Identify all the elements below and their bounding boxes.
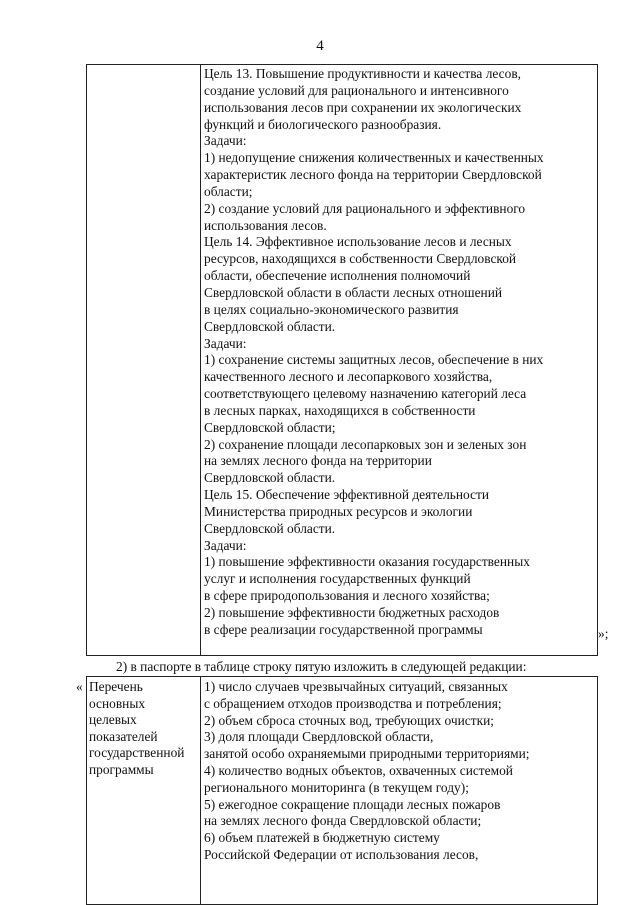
text-line: использования лесов при сохранении их экологических <box>204 99 522 115</box>
goals-text-cell <box>201 65 598 656</box>
indicators-text-cell <box>201 677 598 905</box>
goals-left-cell <box>87 65 201 656</box>
indicators-text <box>201 677 597 864</box>
goals-table <box>86 64 598 656</box>
text-line: 5) ежегодное сокращение площади лесных пожаров <box>204 796 501 812</box>
text-line: качественного лесного и лесопаркового хозяйства, <box>204 369 493 385</box>
text-line: Задачи: <box>204 133 247 149</box>
goals-row <box>87 65 598 656</box>
text-line: Цель 13. Повышение продуктивности и качества лесов, <box>204 66 521 81</box>
text-line: Цель 15. Обеспечение эффективной деятельности <box>204 487 490 503</box>
label-line: показателей <box>89 728 158 744</box>
label-line: Перечень <box>89 679 143 694</box>
text-line: использования лесов. <box>204 217 327 233</box>
label-line: программы <box>89 761 154 777</box>
text-line: 2) сохранение площади лесопарковых зон и зеленых зон <box>204 436 527 452</box>
text-line: Задачи: <box>204 537 247 553</box>
text-line: 4) количество водных объектов, охваченных системой <box>204 762 513 778</box>
page-number: 4 <box>316 38 324 54</box>
text-line: в сфере реализации государственной программы <box>204 621 483 637</box>
text-line: Свердловской области. <box>204 520 336 536</box>
text-line: 1) повышение эффективности оказания государственных <box>204 554 530 570</box>
text-line: 6) объем платежей в бюджетную систему <box>204 830 440 846</box>
text-line: Свердловской области в области лесных отношений <box>204 284 503 300</box>
text-line: 1) сохранение системы защитных лесов, обеспечение в них <box>204 352 544 368</box>
text-line: регионального мониторинга (в текущем году); <box>204 779 469 795</box>
text-line: ресурсов, находящихся в собственности Свердловской <box>204 251 517 267</box>
text-line: 1) число случаев чрезвычайных ситуаций, связанных <box>204 679 508 694</box>
text-line: Цель 14. Эффективное использование лесов и лесных <box>204 234 512 250</box>
text-line: 2) повышение эффективности бюджетных расходов <box>204 605 500 620</box>
text-line: Свердловской области. <box>204 318 336 334</box>
goals-text <box>201 65 597 639</box>
indicators-row <box>87 677 598 905</box>
closing-quote-mark: »; <box>598 626 609 641</box>
label-line: государственной <box>89 745 185 761</box>
text-line: в сфере природопользования и лесного хозяйства; <box>204 588 490 604</box>
indicators-table <box>86 676 598 905</box>
text-line: с обращением отходов производства и потребления; <box>204 695 502 711</box>
text-line: создание условий для рационального и интенсивного <box>204 82 509 98</box>
text-line: области, обеспечение исполнения полномочий <box>204 268 471 284</box>
text-line: в лесных парках, находящихся в собственности <box>204 402 476 418</box>
text-line: соответствующего целевому назначению категорий леса <box>204 386 527 402</box>
text-line: в целях социально-экономического развития <box>204 301 459 317</box>
text-line: на землях лесного фонда на территории <box>204 453 432 469</box>
text-line: на землях лесного фонда Свердловской области; <box>204 813 482 829</box>
text-line: Свердловской области; <box>204 419 336 435</box>
text-line: Российской Федерации от использования лесов, <box>204 846 479 862</box>
text-line: характеристик лесного фонда на территории Свердловской <box>204 167 542 183</box>
label-line: целевых <box>89 712 137 728</box>
indicators-label <box>87 677 200 779</box>
text-line: 2) объем сброса сточных вод, требующих очистки; <box>204 712 494 728</box>
text-line: Министерства природных ресурсов и экологии <box>204 503 473 519</box>
text-line: функций и биологического разнообразия. <box>204 116 442 132</box>
indicators-label-cell <box>87 677 201 905</box>
text-line: области; <box>204 183 253 199</box>
opening-quote-mark: « <box>76 679 83 694</box>
text-line: Свердловской области. <box>204 470 336 486</box>
text-line: Задачи: <box>204 335 247 351</box>
text-line: 2) создание условий для рационального и эффективного <box>204 200 526 216</box>
text-line: 3) доля площади Свердловской области, <box>204 729 434 745</box>
text-line: 1) недопущение снижения количественных и качественных <box>204 150 544 166</box>
amendment-paragraph: 2) в паспорте в таблице строку пятую изложить в следующей редакции: <box>116 659 527 674</box>
text-line: занятой особо охраняемыми природными территориями; <box>204 746 530 762</box>
text-line: услуг и исполнения государственных функций <box>204 571 471 587</box>
label-line: основных <box>89 695 146 711</box>
